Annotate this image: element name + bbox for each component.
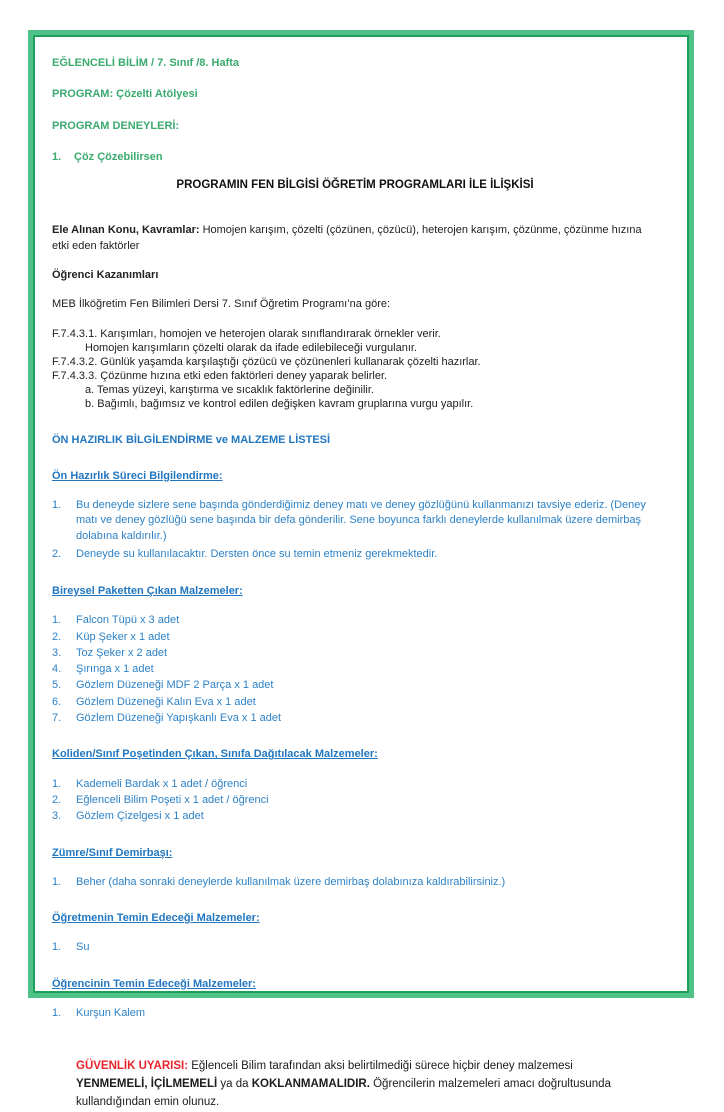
list-item — [52, 662, 658, 676]
list-item-number: 2. — [52, 547, 62, 560]
list-item — [52, 547, 658, 562]
list-item-text: Kurşun Kalem — [76, 1007, 146, 1020]
outcome-line: Homojen karışımların çözelti olarak da ifade edilebileceği vurgulanır. — [85, 341, 418, 354]
program-line: PROGRAM: Çözelti Atölyesi — [52, 88, 198, 101]
list-item — [52, 711, 658, 725]
outcome-line: F.7.4.3.1. Karışımları, homojen ve heterojen olarak sınıflandırarak örnekler verir. — [52, 327, 441, 340]
teacher-materials-list — [52, 940, 658, 954]
list-item — [52, 940, 658, 954]
section-heading-relation: PROGRAMIN FEN BİLGİSİ ÖĞRETİM PROGRAMLARI İLE İLİŞKİSİ — [176, 179, 534, 192]
list-item-number: 2. — [52, 630, 62, 643]
list-item-number: 5. — [52, 679, 62, 692]
list-item-number: 6. — [52, 695, 62, 708]
outcome-line: F.7.4.3.3. Çözünme hızına etki eden faktörleri deney yaparak belirler. — [52, 369, 388, 382]
outcomes-intro: MEB İlköğretim Fen Bilimleri Dersi 7. Sınıf Öğretim Programı’na göre: — [52, 298, 391, 311]
safety-warning-bold-2: KOKLANMAMALIDIR. — [251, 1078, 370, 1091]
list-item — [52, 793, 658, 807]
list-item — [52, 777, 658, 791]
student-materials-heading: Öğrencinin Temin Edeceği Malzemeler: — [52, 977, 256, 990]
safety-warning-text-2: ya da — [217, 1078, 252, 1091]
experiment-number: 1. — [52, 150, 62, 163]
list-item-text: Su — [76, 941, 90, 954]
list-item — [52, 1006, 658, 1020]
list-item-text: Kademeli Bardak x 1 adet / öğrenci — [76, 777, 248, 790]
safety-warning — [76, 1058, 646, 1111]
list-item-text: Eğlenceli Bilim Poşeti x 1 adet / öğrenci — [76, 793, 269, 806]
list-item-text: Gözlem Düzeneği Kalın Eva x 1 adet — [76, 695, 256, 708]
document-content — [52, 56, 658, 1112]
list-item — [52, 630, 658, 644]
list-item-text: Deneyde su kullanılacaktır. Dersten önce su temin etmeniz gerekmektedir. — [76, 547, 438, 560]
student-materials-list — [52, 1006, 658, 1020]
list-item-text: Toz Şeker x 2 adet — [76, 646, 168, 659]
list-item-number: 7. — [52, 712, 62, 725]
list-item — [52, 646, 658, 660]
safety-warning-label: GÜVENLİK UYARISI: — [76, 1060, 189, 1073]
experiment-item — [52, 150, 658, 164]
class-pack-heading: Koliden/Sınıf Poşetinden Çıkan, Sınıfa Dağıtılacak Malzemeler: — [52, 748, 378, 761]
list-item — [52, 809, 658, 823]
fixture-heading: Zümre/Sınıf Demirbaşı: — [52, 846, 173, 859]
list-item-text: Gözlem Düzeneği MDF 2 Parça x 1 adet — [76, 679, 274, 692]
list-item — [52, 613, 658, 627]
list-item-number: 2. — [52, 793, 62, 806]
list-item-number: 4. — [52, 663, 62, 676]
list-item-number: 1. — [52, 777, 62, 790]
outcome-line: a. Temas yüzeyi, karıştırma ve sıcaklık faktörlerine değinilir. — [85, 383, 374, 396]
list-item — [52, 498, 658, 544]
document-title: EĞLENCELİ BİLİM / 7. Sınıf /8. Hafta — [52, 57, 240, 69]
individual-materials-list — [52, 613, 658, 725]
topic-label: Ele Alınan Konu, Kavramlar: — [52, 224, 200, 237]
prep-section-heading: ÖN HAZIRLIK BİLGİLENDİRME ve MALZEME LİSTESİ — [52, 433, 331, 446]
prep-info-list — [52, 498, 658, 562]
outcomes-list — [52, 327, 658, 411]
list-item-number: 1. — [52, 1007, 62, 1020]
topic-text: Homojen karışım, çözelti (çözünen, çözücü), heterojen karışım, çözünme, çözünme hızına etki eden faktörler — [52, 224, 642, 252]
safety-warning-text-1: Eğlenceli Bilim tarafından aksi belirtilmediği sürece hiçbir deney malzemesi — [188, 1060, 573, 1073]
list-item-number: 3. — [52, 810, 62, 823]
list-item-text: Beher (daha sonraki deneylerde kullanılmak üzere demirbaş dolabınıza kaldırabilirsiniz.) — [76, 875, 506, 888]
prep-info-heading: Ön Hazırlık Süreci Bilgilendirme: — [52, 469, 223, 482]
list-item-number: 1. — [52, 614, 62, 627]
outcomes-heading: Öğrenci Kazanımları — [52, 268, 159, 281]
list-item — [52, 695, 658, 709]
list-item-text: Şırınga x 1 adet — [76, 663, 154, 676]
individual-materials-heading: Bireysel Paketten Çıkan Malzemeler: — [52, 584, 243, 597]
list-item-number: 1. — [52, 499, 62, 512]
list-item-number: 1. — [52, 941, 62, 954]
list-item — [52, 678, 658, 692]
list-item-number: 3. — [52, 646, 62, 659]
list-item-text: Gözlem Düzeneği Yapışkanlı Eva x 1 adet — [76, 712, 282, 725]
outcome-line: b. Bağımlı, bağımsız ve kontrol edilen değişken kavram gruplarına vurgu yapılır. — [85, 397, 474, 410]
safety-warning-bold-1: YENMEMELİ, İÇİLMEMELİ — [76, 1078, 218, 1091]
experiments-label: PROGRAM DENEYLERİ: — [52, 119, 180, 132]
outcome-line: F.7.4.3.2. Günlük yaşamda karşılaştığı çözücü ve çözünenleri kullanarak çözelti hazırlar. — [52, 355, 481, 368]
list-item — [52, 875, 658, 889]
list-item-text: Küp Şeker x 1 adet — [76, 630, 170, 643]
list-item-number: 1. — [52, 875, 62, 888]
class-pack-list — [52, 777, 658, 824]
fixture-list — [52, 875, 658, 889]
topic-paragraph — [52, 223, 658, 254]
list-item-text: Bu deneyde sizlere sene başında gönderdiğimiz deney matı ve deney gözlüğünü kullanmanızı tavsiye ederiz. (Deney matı ve deney gözlüğü sene başında bir defa gönderilir. Sene boyunca farklı deneylerde kullanılmak üzere demirbaş dolabına kaldırılır.) — [76, 499, 646, 542]
teacher-materials-heading: Öğretmenin Temin Edeceği Malzemeler: — [52, 912, 260, 925]
list-item-text: Gözlem Çizelgesi x 1 adet — [76, 810, 204, 823]
list-item-text: Falcon Tüpü x 3 adet — [76, 614, 180, 627]
safety-warning-text-3: Öğrencilerin malzemeleri amacı doğrultusunda kullandığından emin olunuz. — [76, 1078, 611, 1108]
experiment-name: Çöz Çözebilirsen — [74, 150, 163, 163]
